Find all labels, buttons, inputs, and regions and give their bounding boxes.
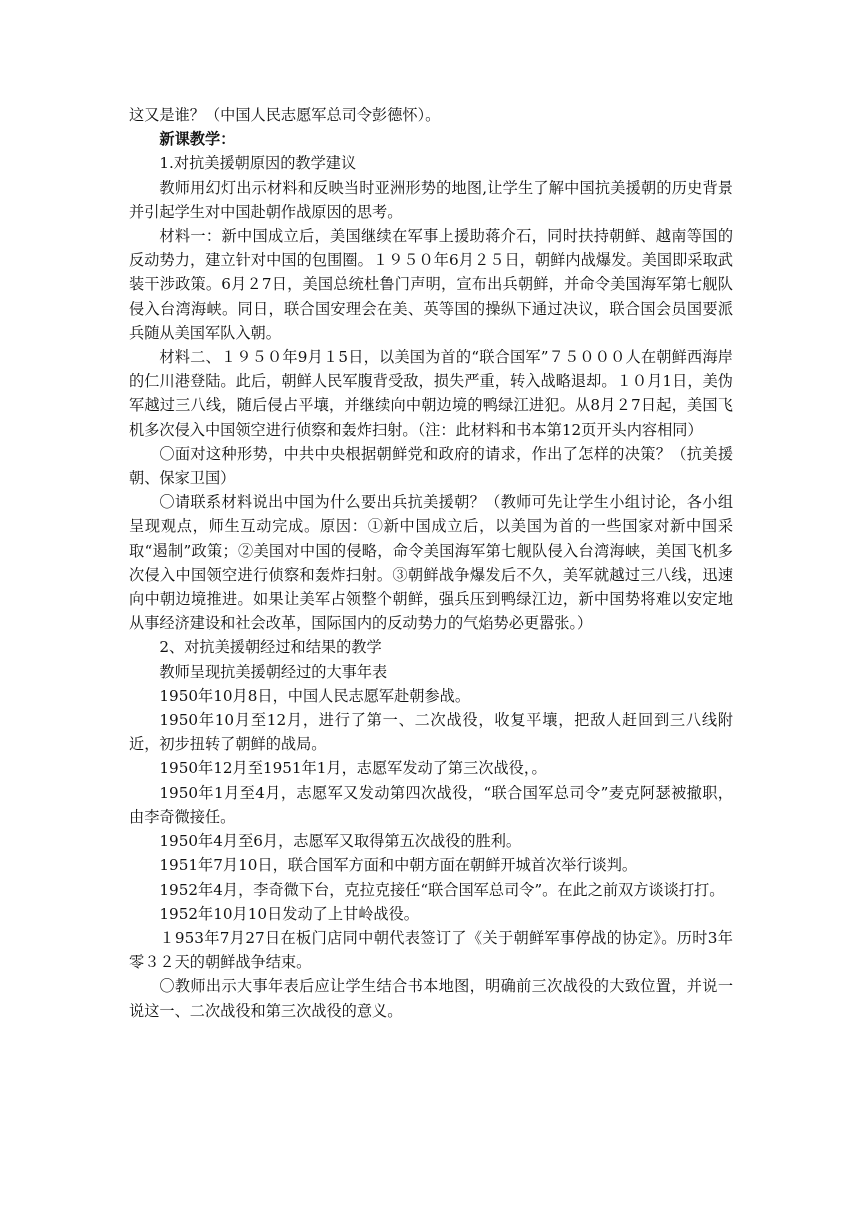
timeline-intro: 教师呈现抗美援朝经过的大事年表: [159, 662, 388, 681]
material-two-paragraph: 材料二、１９５０年9月１5日，以美国为首的“联合国军”７５０００人在朝鲜西海岸的仁川港登陆。此后，朝鲜人民军腹背受敌，损失严重，转入战略退却。１０月1日，美伪军越过三八线，随后侵占平壤，并继续向中朝边境的鸭绿江进犯。从8月２7日起，美国飞机多次侵入中国领空进行侦察和轰炸扫射。（注：此材料和书本第12页开头内容相同）: [129, 348, 733, 439]
timeline-entry: 1952年4月，李奇微下台，克拉克接任“联合国军总司令”。在此之前双方谈谈打打。: [159, 880, 725, 899]
teacher-note-paragraph: 〇教师出示大事年表后应让学生结合书本地图，明确前三次战役的大致位置，并说一说这一、二次战役和第三次战役的意义。: [129, 977, 733, 1020]
document-body: [129, 103, 733, 1023]
timeline-entry: 1950年12月至1951年1月，志愿军发动了第三次战役，。: [159, 759, 547, 778]
timeline-entry: １953年7月27日在板门店同中朝代表签订了《关于朝鲜军事停战的协定》。历时3年零３２天的朝鲜战争结束。: [129, 928, 733, 972]
section-heading-new-lesson: 新课教学：: [159, 130, 236, 149]
subheading-process-result: 2、对抗美援朝经过和结果的教学: [159, 638, 382, 657]
question-reason-paragraph: 〇请联系材料说出中国为什么要出兵抗美援朝？（教师可先让学生小组讨论，各小组呈现观点，师生互动完成。原因：①新中国成立后，以美国为首的一些国家对新中国采取“遏制”政策；②美国对中国的侵略，命令美国海军第七舰队侵入台湾海峡，美国飞机多次侵入中国领空进行侦察和轰炸扫射。③朝鲜战争爆发后不久，美军就越过三八线，迅速向中朝边境推进。如果让美军占领整个朝鲜，强兵压到鸭绿江边，新中国势将难以安定地从事经济建设和社会改革，国际国内的反动势力的气焰势必更嚣张。）: [129, 493, 733, 633]
material-one-paragraph: 材料一：新中国成立后，美国继续在军事上援助蒋介石，同时扶持朝鲜、越南等国的反动势力，建立针对中国的包围圈。１９５０年6月２５日，朝鲜内战爆发。美国即采取武装干涉政策。6月２7日，美国总统杜鲁门声明，宣布出兵朝鲜，并命令美国海军第七舰队侵入台湾海峡。同日，联合国安理会在美、英等国的操纵下通过决议，联合国会员国要派兵随从美国军队入朝。: [129, 227, 733, 342]
timeline-entry: 1950年4月至6月，志愿军又取得第五次战役的胜利。: [159, 832, 522, 851]
timeline-entry: 1951年7月10日，联合国军方面和中朝方面在朝鲜开城首次举行谈判。: [159, 856, 638, 875]
timeline-entry: 1950年10月8日，中国人民志愿军赴朝参战。: [159, 686, 471, 705]
timeline-entry: 1950年1月至4月，志愿军又发动第四次战役，“联合国军总司令”麦克阿瑟被撤职，由李奇微接任。: [129, 783, 733, 826]
intro-answer-paragraph: 这又是谁？（中国人民志愿军总司令彭德怀）。: [129, 106, 441, 124]
timeline-entry: 1950年10月至12月，进行了第一、二次战役，收复平壤，把敌人赶回到三八线附近，初步扭转了朝鲜的战局。: [129, 711, 733, 754]
subheading-causes: 1.对抗美援朝原因的教学建议: [159, 154, 357, 173]
teacher-slide-paragraph: 教师用幻灯出示材料和反映当时亚洲形势的地图,让学生了解中国抗美援朝的历史背景并引起学生对中国赴朝作战原因的思考。: [129, 178, 733, 221]
question-decision-paragraph: 〇面对这种形势，中共中央根据朝鲜党和政府的请求，作出了怎样的决策？（抗美援朝、保家卫国）: [129, 444, 733, 488]
timeline-entry: 1952年10月10日发动了上甘岭战役。: [159, 904, 419, 923]
